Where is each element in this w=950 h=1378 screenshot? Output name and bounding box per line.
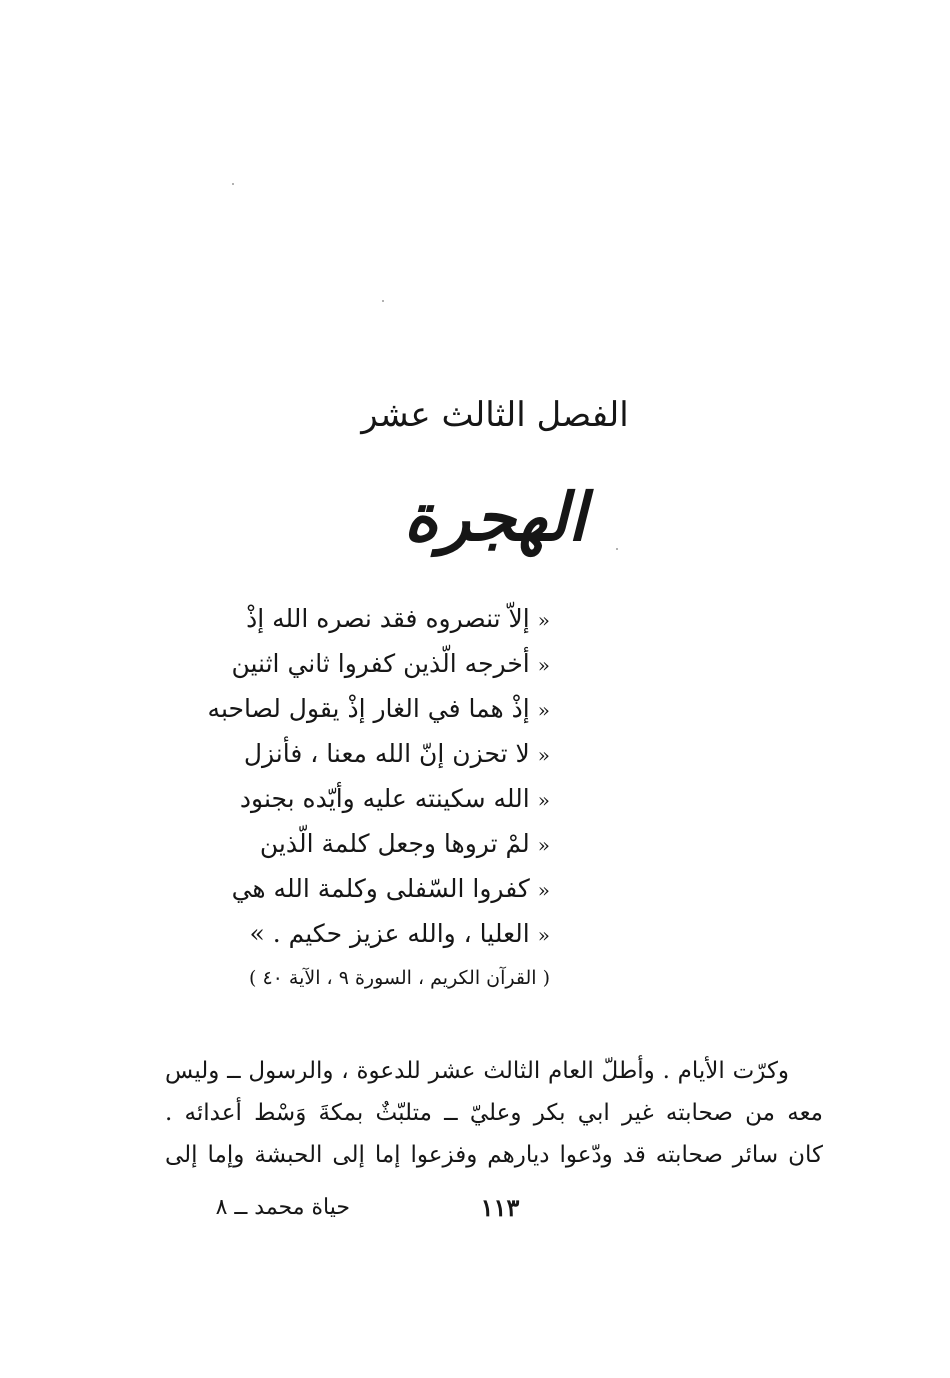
chapter-label: الفصل الثالث عشر — [361, 395, 629, 435]
quote-line-text: كفروا السّفلى وكلمة الله هي — [231, 874, 530, 903]
quote-mark: « — [537, 788, 550, 812]
quote-mark: « — [537, 698, 550, 722]
body-paragraph — [165, 1050, 823, 1176]
quote-line-text: لا تحزن إنّ الله معنا ، فأنزل — [243, 739, 530, 768]
quote-line-text: أخرجه الّذين كفروا ثاني اثنين — [231, 649, 530, 678]
quran-quote — [168, 596, 550, 956]
quote-line-text: العليا ، والله عزيز حكيم . » — [249, 919, 530, 948]
running-footer: حياة محمد ــ ٨ — [215, 1195, 350, 1220]
page-number: ١١٣ — [480, 1193, 520, 1222]
quote-line — [168, 866, 550, 911]
body-line: وكرّت الأيام . وأطلّ العام الثالث عشر للدعوة ، والرسول ــ وليس — [165, 1058, 789, 1084]
quote-line — [168, 821, 550, 866]
quote-line-text: إلاّ تنصروه فقد نصره الله إذْ — [246, 604, 530, 633]
quote-line — [168, 596, 550, 641]
body-line: معه من صحابته غير ابي بكر وعليّ ــ متلبّثٌ بمكةَ وَسْط أعدائه . — [165, 1100, 823, 1126]
quote-line — [168, 776, 550, 821]
chapter-title: الهجرة — [403, 478, 587, 556]
quote-line — [168, 911, 550, 956]
paper-speck — [232, 183, 234, 185]
quote-line — [168, 686, 550, 731]
quote-mark: « — [537, 653, 550, 677]
quote-mark: « — [537, 608, 550, 632]
quote-mark: « — [537, 833, 550, 857]
paper-speck — [616, 548, 618, 550]
paper-speck — [382, 300, 384, 302]
quote-mark: « — [537, 923, 550, 947]
quote-mark: « — [537, 878, 550, 902]
quote-citation: ( القرآن الكريم ، السورة ٩ ، الآية ٤٠ ) — [248, 967, 550, 989]
quote-line — [168, 641, 550, 686]
quote-line — [168, 731, 550, 776]
body-line: كان سائر صحابته قد ودّعوا ديارهم وفزعوا إما إلى الحبشة وإما إلى — [165, 1142, 823, 1168]
quote-line-text: إذْ هما في الغار إذْ يقول لصاحبه — [207, 694, 530, 723]
quote-line-text: الله سكينته عليه وأيّده بجنود — [239, 784, 530, 813]
quote-mark: « — [537, 743, 550, 767]
quote-line-text: لمْ تروها وجعل كلمة الّذين — [259, 829, 530, 858]
